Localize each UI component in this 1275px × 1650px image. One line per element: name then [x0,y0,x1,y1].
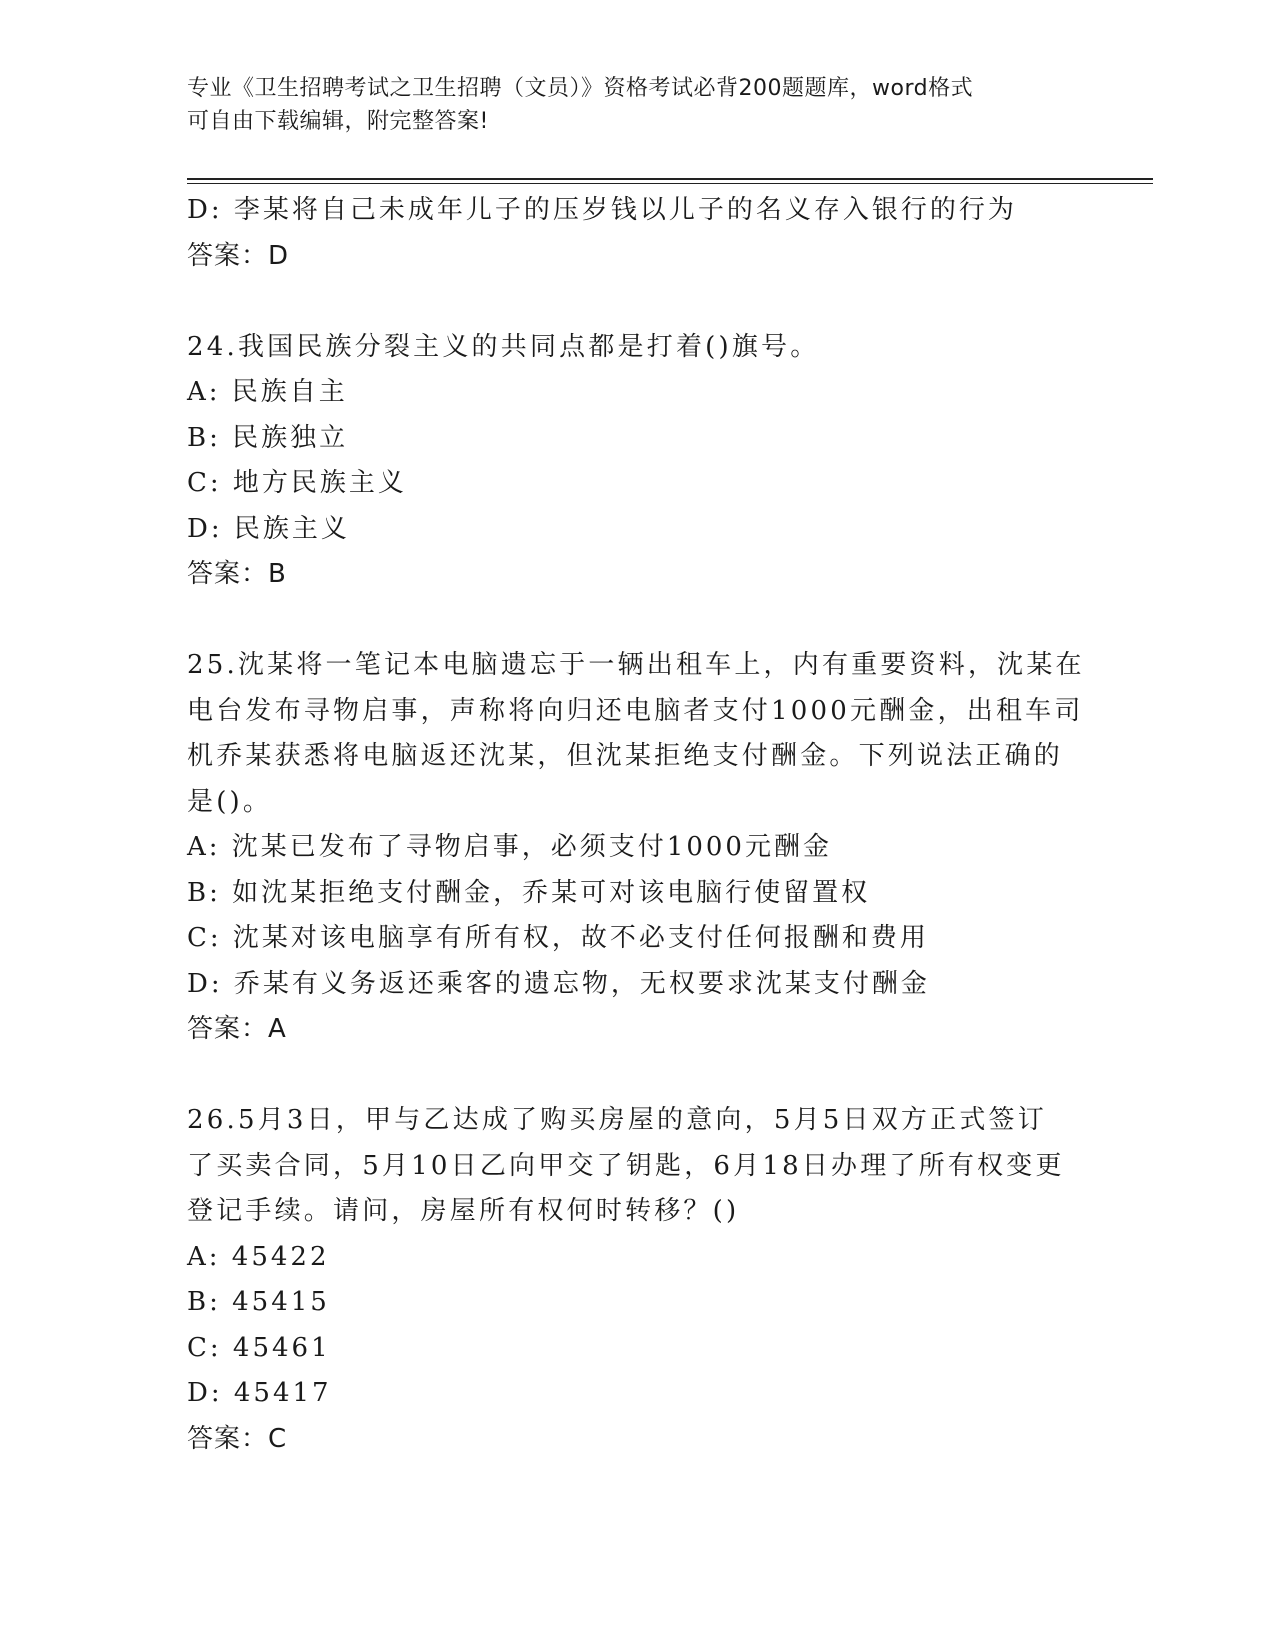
header-divider-thick [187,178,1153,180]
question-26 [187,1098,1087,1462]
spacer [187,1053,1087,1099]
answer-line: 答案：D [187,240,290,271]
option-c: C: 地方民族主义 [187,468,407,498]
option-a: A: 45422 [187,1241,330,1272]
question-stem-line: 25.沈某将一笔记本电脑遗忘于一辆出租车上，内有重要资料，沈某在 [187,650,1085,680]
question-stem-line: 机乔某获悉将电脑返还沈某，但沈某拒绝支付酬金。下列说法正确的 [187,741,1064,771]
header-title-line-1: 专业《卫生招聘考试之卫生招聘（文员）》资格考试必背200题题库，word格式 [187,76,974,101]
option-d: D: 民族主义 [187,513,350,544]
question-stem-line: 了买卖合同，5月10日乙向甲交了钥匙，6月18日办理了所有权变更 [187,1150,1065,1181]
carryover-block [187,188,1087,279]
option-d: D: 45417 [187,1378,332,1408]
option-b: B: 如沈某拒绝支付酬金，乔某可对该电脑行使留置权 [187,877,871,908]
question-stem-line: 24.我国民族分裂主义的共同点都是打着()旗号。 [187,331,820,362]
question-stem-line: 26.5月3日，甲与乙达成了购买房屋的意向，5月5日双方正式签订 [187,1105,1047,1135]
answer-line: 答案：C [187,1423,288,1454]
question-list [187,188,1087,1462]
question-24 [187,325,1087,598]
document-header [187,72,1087,138]
question-stem-line: 是()。 [187,786,273,817]
answer-line: 答案：B [187,559,287,589]
spacer [187,598,1087,644]
option-a: A: 民族自主 [187,377,348,407]
question-stem [187,643,1087,825]
option-d: D: 乔某有义务返还乘客的遗忘物，无权要求沈某支付酬金 [187,968,930,999]
option-b: B: 45415 [187,1287,330,1317]
question-stem [187,325,1087,371]
question-stem [187,1098,1087,1235]
answer-line: 答案：A [187,1014,287,1044]
question-stem-line: 电台发布寻物启事，声称将向归还电脑者支付1000元酬金，出租车司 [187,695,1084,726]
question-stem-line: 登记手续。请问，房屋所有权何时转移？() [187,1196,740,1226]
spacer [187,279,1087,325]
option-d: D: 李某将自己未成年儿子的压岁钱以儿子的名义存入银行的行为 [187,195,1017,225]
option-c: C: 45461 [187,1332,331,1363]
option-c: C: 沈某对该电脑享有所有权，故不必支付任何报酬和费用 [187,923,929,953]
option-a: A: 沈某已发布了寻物启事，必须支付1000元酬金 [187,832,832,862]
question-25 [187,643,1087,1053]
header-title-line-2: 可自由下载编辑，附完整答案! [187,109,489,134]
option-b: B: 民族独立 [187,422,349,453]
header-divider-thin [187,183,1153,184]
